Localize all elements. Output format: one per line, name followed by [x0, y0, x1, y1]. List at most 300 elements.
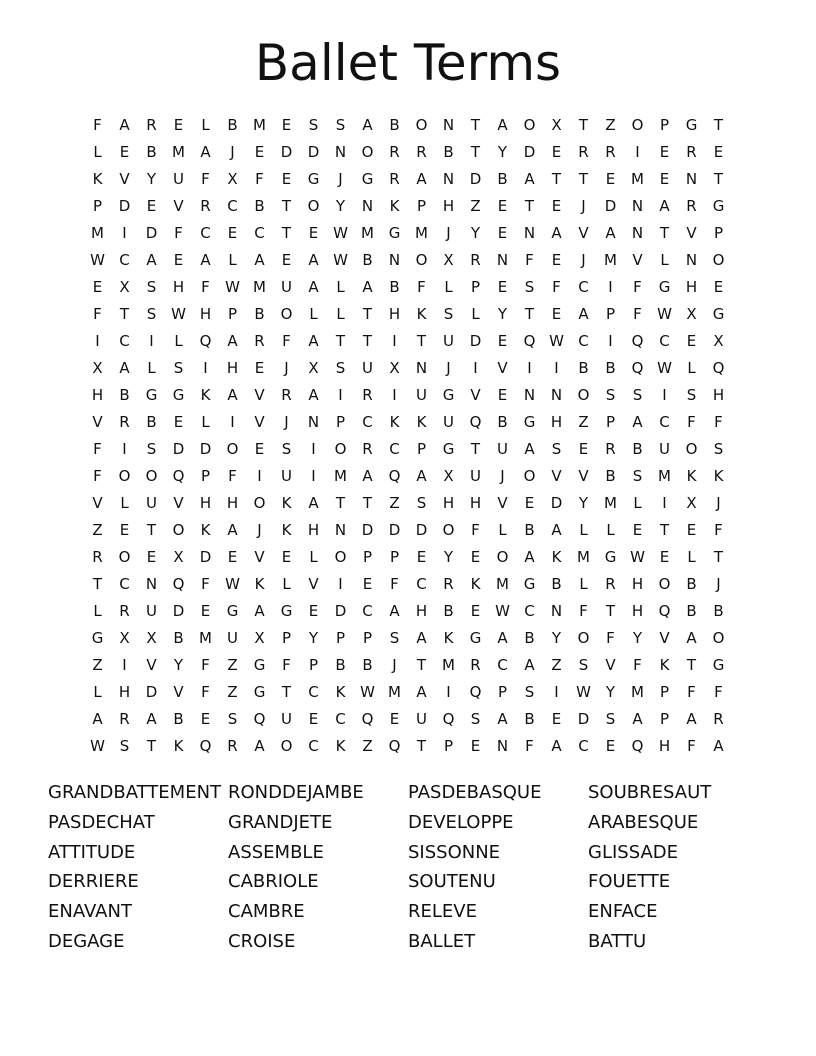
word-list-item: PASDEBASQUE	[408, 782, 542, 803]
grid-letter: X	[119, 629, 130, 647]
grid-letter: F	[93, 467, 102, 485]
grid-letter: P	[605, 305, 616, 323]
grid-letter: X	[173, 548, 184, 566]
grid-letter: L	[687, 359, 696, 377]
grid-letter: O	[496, 548, 509, 566]
grid-letter: X	[686, 494, 697, 512]
grid-letter: P	[308, 656, 319, 674]
grid-letter: P	[335, 629, 346, 647]
grid-letter: P	[659, 683, 670, 701]
grid-letter: L	[93, 683, 102, 701]
grid-letter: N	[307, 413, 320, 431]
grid-letter: E	[497, 278, 508, 296]
grid-letter: S	[173, 359, 184, 377]
grid-letter: O	[658, 575, 671, 593]
grid-letter: T	[605, 602, 616, 620]
grid-letter: Q	[199, 737, 212, 755]
grid-letter: U	[281, 278, 292, 296]
grid-letter: W	[360, 683, 375, 701]
word-list-item: GLISSADE	[588, 841, 679, 863]
grid-letter: G	[307, 170, 320, 188]
grid-letter: D	[199, 548, 212, 566]
grid-letter: S	[146, 305, 157, 323]
grid-letter: W	[90, 251, 105, 269]
grid-letter: L	[336, 305, 345, 323]
grid-letter: G	[442, 386, 455, 404]
grid-letter: A	[551, 737, 562, 755]
grid-letter: E	[497, 197, 508, 215]
grid-letter: W	[495, 602, 510, 620]
grid-letter: H	[199, 494, 212, 512]
grid-letter: A	[146, 710, 157, 728]
grid-letter: E	[254, 359, 265, 377]
grid-letter: M	[442, 656, 455, 674]
grid-letter: E	[389, 710, 400, 728]
grid-letter: F	[201, 170, 210, 188]
grid-letter: D	[145, 224, 158, 242]
grid-letter: O	[280, 305, 293, 323]
grid-letter: A	[308, 386, 319, 404]
grid-letter: E	[659, 170, 670, 188]
grid-letter: N	[145, 575, 158, 593]
grid-letter: T	[416, 332, 427, 350]
grid-letter: D	[388, 521, 401, 539]
grid-letter: R	[443, 575, 454, 593]
grid-letter: V	[254, 386, 265, 404]
grid-letter: Z	[92, 656, 103, 674]
grid-letter: F	[633, 278, 642, 296]
grid-letter: H	[631, 602, 644, 620]
grid-letter: V	[659, 629, 670, 647]
grid-letter: M	[496, 575, 509, 593]
grid-letter: B	[443, 602, 454, 620]
grid-letter: O	[685, 440, 698, 458]
grid-letter: D	[307, 143, 320, 161]
grid-letter: E	[497, 224, 508, 242]
grid-letter: N	[361, 197, 374, 215]
grid-letter: L	[201, 413, 210, 431]
word-list-item: SISSONNE	[408, 841, 501, 863]
grid-letter: N	[442, 170, 455, 188]
grid-letter: I	[554, 683, 559, 701]
grid-letter: F	[255, 170, 264, 188]
grid-letter: F	[201, 278, 210, 296]
grid-letter: T	[146, 737, 157, 755]
grid-letter: L	[228, 251, 237, 269]
grid-letter: B	[119, 386, 130, 404]
grid-letter: A	[389, 602, 400, 620]
grid-letter: T	[551, 170, 562, 188]
grid-row	[84, 652, 732, 679]
grid-letter: V	[146, 656, 157, 674]
grid-letter: G	[604, 548, 617, 566]
grid-letter: T	[713, 170, 724, 188]
grid-letter: C	[362, 413, 373, 431]
grid-letter: H	[226, 494, 239, 512]
grid-letter: A	[632, 710, 643, 728]
grid-letter: P	[497, 683, 508, 701]
grid-letter: Q	[172, 575, 185, 593]
grid-letter: B	[632, 440, 643, 458]
grid-letter: C	[659, 413, 670, 431]
grid-letter: P	[443, 737, 454, 755]
grid-letter: F	[390, 575, 399, 593]
grid-letter: B	[254, 197, 265, 215]
grid-letter: O	[523, 467, 536, 485]
grid-letter: T	[362, 494, 373, 512]
grid-letter: H	[685, 278, 698, 296]
grid-letter: E	[119, 521, 130, 539]
grid-row	[84, 517, 732, 544]
grid-letter: N	[631, 224, 644, 242]
grid-letter: G	[172, 386, 185, 404]
grid-letter: I	[338, 575, 343, 593]
grid-letter: B	[146, 143, 157, 161]
grid-letter: L	[579, 521, 588, 539]
grid-row	[84, 247, 732, 274]
grid-row	[84, 193, 732, 220]
grid-letter: S	[146, 440, 157, 458]
grid-letter: T	[335, 332, 346, 350]
grid-letter: O	[442, 521, 455, 539]
grid-letter: Z	[227, 656, 238, 674]
grid-letter: I	[230, 413, 235, 431]
grid-letter: V	[173, 683, 184, 701]
grid-letter: S	[416, 494, 427, 512]
grid-letter: K	[200, 521, 211, 539]
grid-letter: O	[361, 143, 374, 161]
grid-row	[84, 409, 732, 436]
grid-letter: W	[171, 305, 186, 323]
word-list-item: FOUETTE	[588, 871, 671, 893]
grid-letter: L	[660, 251, 669, 269]
grid-letter: A	[308, 494, 319, 512]
grid-letter: K	[335, 737, 346, 755]
grid-letter: V	[551, 467, 562, 485]
grid-letter: E	[281, 116, 292, 134]
grid-letter: Y	[443, 548, 454, 566]
grid-letter: I	[608, 332, 613, 350]
grid-letter: D	[415, 521, 428, 539]
grid-letter: F	[579, 602, 588, 620]
grid-letter: F	[282, 332, 291, 350]
grid-letter: F	[201, 683, 210, 701]
grid-letter: G	[712, 656, 725, 674]
grid-letter: P	[281, 629, 292, 647]
grid-letter: R	[281, 386, 292, 404]
grid-letter: G	[91, 629, 104, 647]
grid-letter: T	[524, 197, 535, 215]
grid-letter: M	[604, 251, 617, 269]
grid-letter: P	[200, 467, 211, 485]
grid-letter: N	[631, 197, 644, 215]
word-list-item: CAMBRE	[228, 901, 305, 923]
grid-letter: B	[389, 116, 400, 134]
grid-letter: X	[227, 170, 238, 188]
grid-letter: G	[523, 575, 536, 593]
word-list-item: CROISE	[228, 930, 296, 952]
grid-letter: K	[200, 386, 211, 404]
grid-letter: M	[199, 629, 212, 647]
grid-letter: Y	[551, 629, 562, 647]
grid-letter: F	[228, 467, 237, 485]
word-list-item: DEGAGE	[48, 930, 125, 952]
grid-letter: N	[415, 359, 428, 377]
grid-letter: M	[253, 278, 266, 296]
grid-letter: U	[146, 494, 157, 512]
grid-letter: M	[604, 494, 617, 512]
grid-letter: K	[470, 575, 481, 593]
grid-letter: L	[471, 305, 480, 323]
grid-letter: V	[254, 548, 265, 566]
grid-letter: I	[635, 143, 640, 161]
word-list-item: PASDECHAT	[48, 811, 155, 833]
grid-letter: B	[254, 305, 265, 323]
grid-letter: E	[686, 521, 697, 539]
grid-letter: A	[308, 332, 319, 350]
grid-letter: C	[389, 440, 400, 458]
grid-letter: I	[392, 386, 397, 404]
grid-letter: L	[633, 494, 642, 512]
grid-letter: C	[200, 224, 211, 242]
grid-letter: B	[173, 629, 184, 647]
grid-letter: V	[308, 575, 319, 593]
grid-letter: S	[308, 116, 319, 134]
grid-letter: N	[388, 251, 401, 269]
grid-letter: Y	[578, 494, 589, 512]
grid-letter: Q	[388, 467, 401, 485]
grid-row	[84, 139, 732, 166]
grid-letter: W	[90, 737, 105, 755]
grid-letter: G	[388, 224, 401, 242]
word-list-item: BALLET	[408, 930, 476, 952]
grid-letter: I	[527, 359, 532, 377]
grid-letter: B	[713, 602, 724, 620]
grid-letter: L	[174, 332, 183, 350]
grid-letter: L	[498, 521, 507, 539]
grid-letter: Q	[442, 710, 455, 728]
grid-letter: M	[631, 683, 644, 701]
grid-letter: X	[389, 359, 400, 377]
grid-letter: T	[659, 224, 670, 242]
grid-letter: B	[686, 575, 697, 593]
grid-letter: L	[147, 359, 156, 377]
grid-letter: M	[253, 116, 266, 134]
grid-letter: O	[334, 440, 347, 458]
word-list-item: GRANDBATTEMENT	[48, 782, 222, 803]
grid-letter: O	[253, 494, 266, 512]
grid-letter: C	[308, 683, 319, 701]
grid-letter: C	[335, 710, 346, 728]
grid-letter: V	[173, 197, 184, 215]
grid-row	[84, 301, 732, 328]
grid-letter: A	[659, 197, 670, 215]
grid-letter: Y	[146, 170, 157, 188]
grid-letter: J	[581, 251, 586, 269]
grid-letter: T	[578, 170, 589, 188]
grid-letter: E	[551, 143, 562, 161]
grid-letter: L	[579, 575, 588, 593]
grid-letter: U	[281, 710, 292, 728]
grid-letter: E	[308, 602, 319, 620]
grid-letter: R	[119, 710, 130, 728]
grid-letter: P	[416, 197, 427, 215]
grid-letter: F	[417, 278, 426, 296]
grid-letter: Y	[497, 143, 508, 161]
grid-letter: K	[713, 467, 724, 485]
grid-letter: B	[578, 359, 589, 377]
grid-letter: A	[254, 602, 265, 620]
grid-letter: D	[523, 143, 536, 161]
grid-letter: S	[443, 305, 454, 323]
grid-letter: V	[686, 224, 697, 242]
grid-letter: H	[442, 197, 455, 215]
grid-letter: T	[713, 116, 724, 134]
grid-letter: A	[713, 737, 724, 755]
grid-letter: G	[145, 386, 158, 404]
grid-letter: E	[713, 143, 724, 161]
grid-letter: S	[146, 278, 157, 296]
grid-letter: O	[523, 116, 536, 134]
grid-letter: V	[605, 656, 616, 674]
grid-letter: N	[334, 143, 347, 161]
grid-row	[84, 463, 732, 490]
grid-row	[84, 544, 732, 571]
grid-letter: E	[308, 710, 319, 728]
grid-row	[84, 328, 732, 355]
grid-letter: B	[524, 521, 535, 539]
grid-letter: V	[173, 494, 184, 512]
grid-letter: C	[659, 332, 670, 350]
grid-letter: H	[550, 413, 563, 431]
grid-letter: B	[605, 467, 616, 485]
grid-letter: M	[415, 224, 428, 242]
word-list-item: ATTITUDE	[48, 841, 136, 863]
grid-letter: Q	[523, 332, 536, 350]
grid-letter: R	[686, 143, 697, 161]
grid-letter: R	[92, 548, 103, 566]
page-title: Ballet Terms	[254, 34, 562, 92]
grid-letter: P	[659, 116, 670, 134]
grid-letter: L	[309, 548, 318, 566]
grid-letter: A	[497, 116, 508, 134]
grid-letter: P	[659, 710, 670, 728]
grid-letter: P	[335, 413, 346, 431]
grid-letter: D	[550, 494, 563, 512]
grid-letter: A	[200, 251, 211, 269]
grid-letter: Q	[388, 737, 401, 755]
grid-letter: Z	[92, 521, 103, 539]
grid-letter: E	[659, 548, 670, 566]
grid-row	[84, 598, 732, 625]
grid-letter: V	[254, 413, 265, 431]
grid-letter: J	[338, 170, 343, 188]
grid-letter: J	[716, 575, 721, 593]
grid-row	[84, 220, 732, 247]
grid-letter: U	[227, 629, 238, 647]
grid-letter: H	[712, 386, 725, 404]
grid-letter: F	[93, 305, 102, 323]
grid-letter: O	[172, 521, 185, 539]
grid-letter: S	[281, 440, 292, 458]
grid-letter: E	[497, 332, 508, 350]
grid-letter: V	[632, 251, 643, 269]
grid-letter: B	[497, 413, 508, 431]
grid-letter: A	[632, 413, 643, 431]
grid-letter: W	[576, 683, 591, 701]
grid-letter: A	[416, 683, 427, 701]
grid-letter: P	[605, 413, 616, 431]
grid-letter: E	[551, 305, 562, 323]
grid-letter: W	[225, 278, 240, 296]
grid-letter: T	[578, 116, 589, 134]
grid-letter: W	[549, 332, 564, 350]
grid-letter: Y	[308, 629, 319, 647]
grid-letter: N	[523, 224, 536, 242]
grid-letter: R	[200, 197, 211, 215]
grid-letter: M	[361, 224, 374, 242]
grid-letter: U	[362, 359, 373, 377]
grid-letter: I	[95, 332, 100, 350]
grid-letter: F	[525, 251, 534, 269]
grid-letter: E	[227, 224, 238, 242]
grid-letter: R	[416, 143, 427, 161]
grid-letter: D	[172, 440, 185, 458]
grid-letter: U	[497, 440, 508, 458]
grid-letter: S	[713, 440, 724, 458]
grid-letter: Y	[632, 629, 643, 647]
grid-letter: U	[416, 710, 427, 728]
grid-letter: Y	[173, 656, 184, 674]
grid-letter: R	[146, 116, 157, 134]
grid-letter: S	[605, 710, 616, 728]
grid-letter: F	[201, 656, 210, 674]
grid-letter: S	[470, 710, 481, 728]
grid-row	[84, 436, 732, 463]
grid-letter: P	[227, 305, 238, 323]
grid-row	[84, 490, 732, 517]
grid-letter: E	[173, 413, 184, 431]
grid-letter: A	[686, 710, 697, 728]
grid-letter: I	[149, 332, 154, 350]
grid-letter: A	[605, 224, 616, 242]
grid-letter: F	[174, 224, 183, 242]
grid-letter: E	[524, 494, 535, 512]
grid-letter: E	[173, 116, 184, 134]
grid-letter: O	[118, 467, 131, 485]
grid-letter: H	[91, 386, 104, 404]
grid-letter: J	[230, 143, 235, 161]
grid-letter: O	[280, 737, 293, 755]
grid-letter: I	[257, 467, 262, 485]
grid-letter: H	[631, 575, 644, 593]
grid-letter: P	[92, 197, 103, 215]
grid-letter: I	[392, 332, 397, 350]
grid-letter: E	[308, 224, 319, 242]
grid-letter: C	[227, 197, 238, 215]
grid-letter: R	[605, 575, 616, 593]
grid-letter: Z	[470, 197, 481, 215]
grid-letter: C	[308, 737, 319, 755]
grid-letter: F	[633, 656, 642, 674]
grid-letter: S	[227, 710, 238, 728]
grid-letter: E	[92, 278, 103, 296]
word-list-item: DEVELOPPE	[408, 811, 514, 833]
grid-letter: K	[281, 521, 292, 539]
grid-letter: N	[550, 386, 563, 404]
grid-letter: A	[578, 305, 589, 323]
grid-letter: H	[388, 305, 401, 323]
